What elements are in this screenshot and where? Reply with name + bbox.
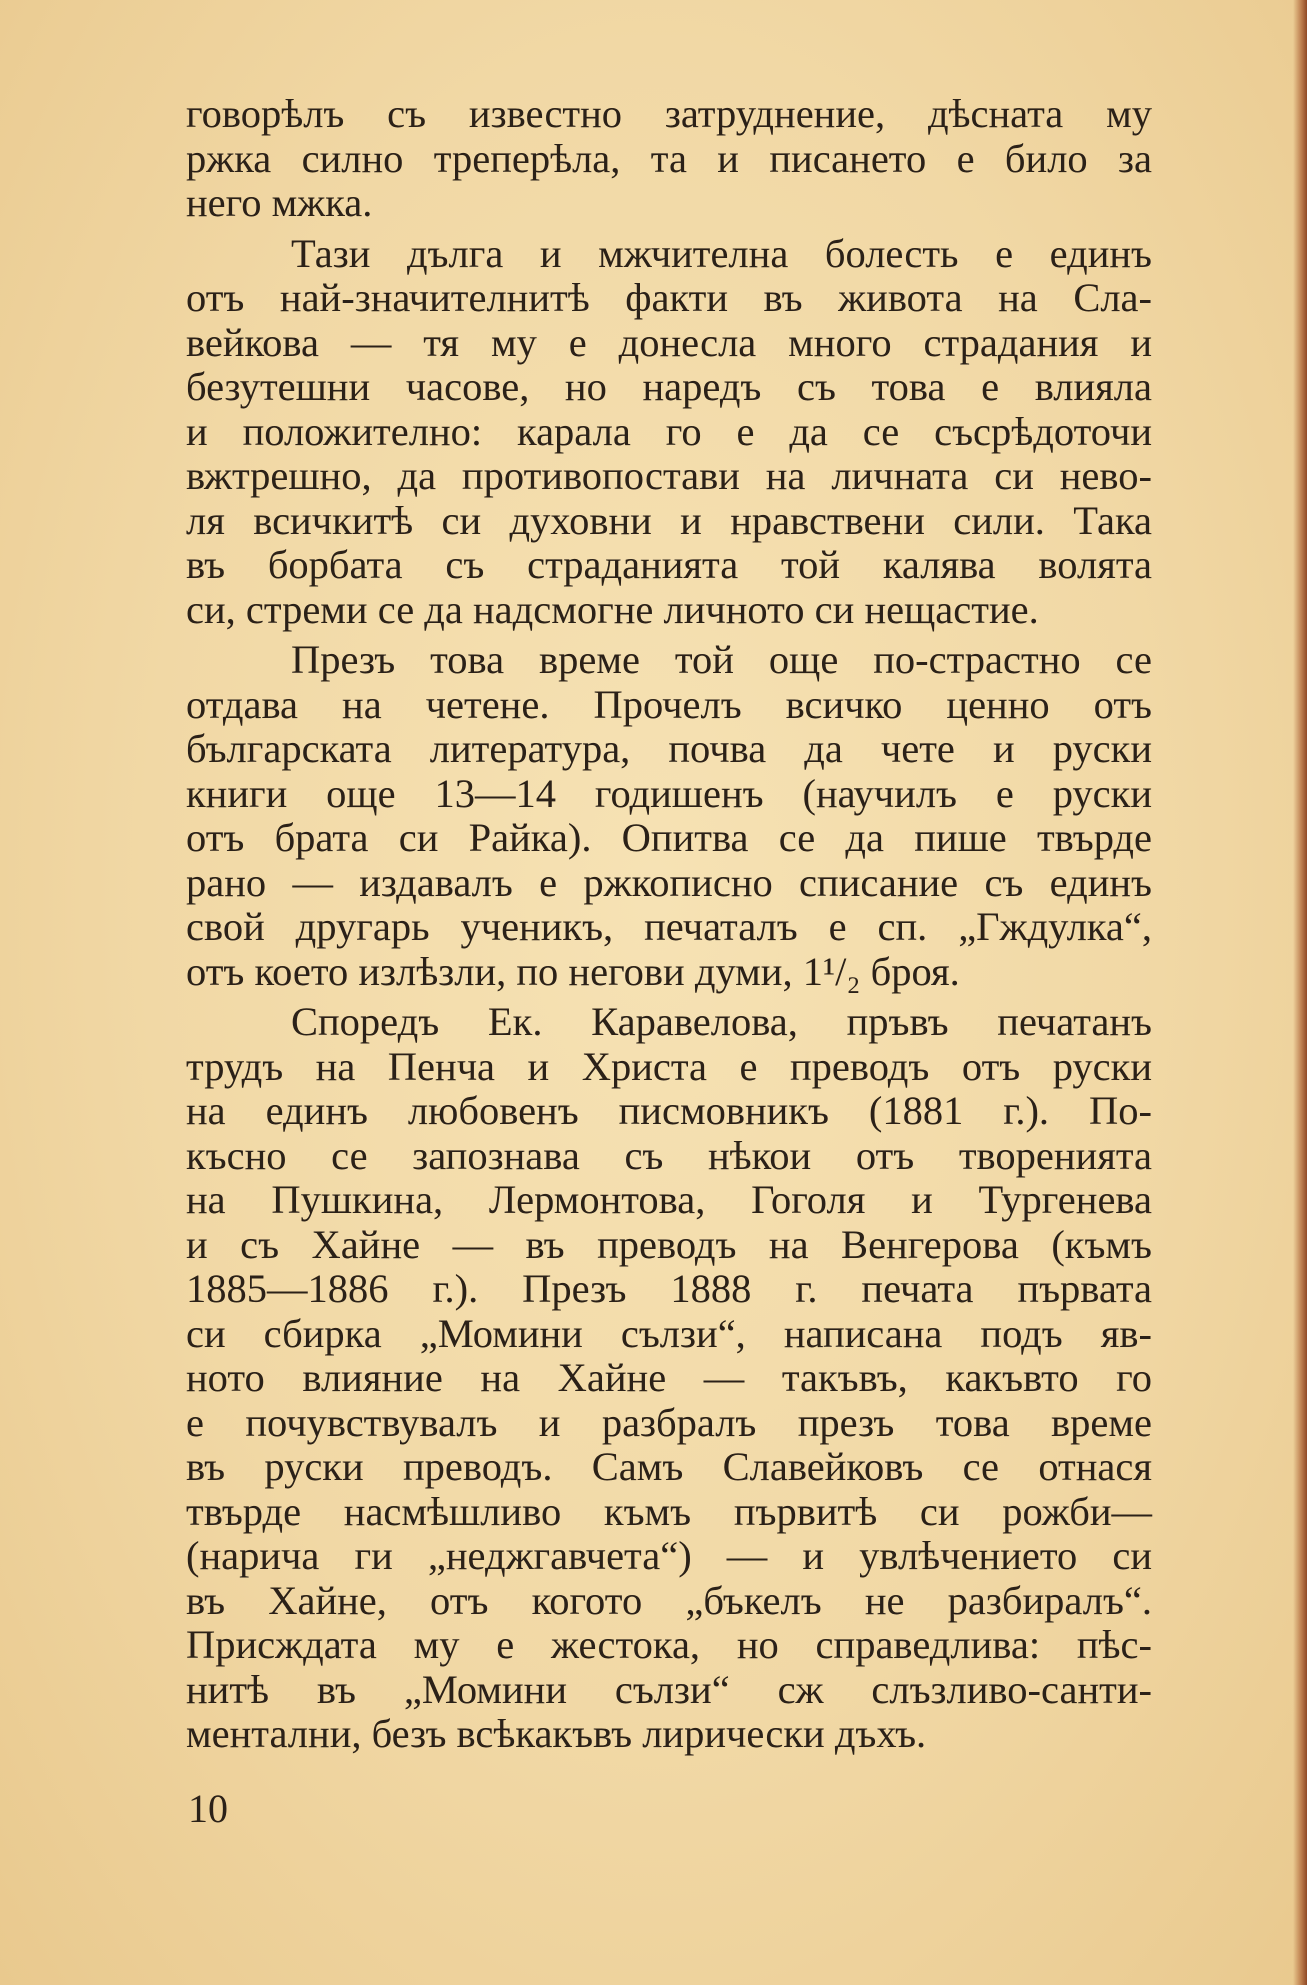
text-line: Споредъ Ек. Каравелова, пръвъ печатанъ	[291, 999, 1152, 1044]
text-line: е почувствувалъ и разбралъ презъ това време	[186, 1399, 1152, 1445]
text-line: книги още 13—14 годишенъ (научилъ е руски	[186, 770, 1152, 816]
paragraph	[186, 92, 1152, 226]
text-line: въ Хайне, отъ когото „бъкелъ не разбиралъ“.	[186, 1577, 1152, 1623]
text-line: на Пушкина, Лермонтова, Гоголя и Тургенева	[186, 1177, 1152, 1222]
text-line: въ руски преводъ. Самъ Славейковъ се отнася	[186, 1444, 1152, 1489]
text-line: (нарича ги „неджгавчета“) — и увлѣчението си	[186, 1533, 1152, 1578]
text-line: рано — издавалъ е ржкописно списание съ единъ	[186, 859, 1152, 905]
text-line: си, стреми се да надсмогне личното си нещастие.	[186, 586, 1039, 632]
text-line: безутешни часове, но наредъ съ това е влияла	[186, 364, 1152, 409]
text-line: вейкова — тя му е донесла много страдания и	[186, 319, 1152, 365]
text-line: свой другарь ученикъ, печаталъ е сп. „Гждулка“,	[186, 904, 1152, 949]
text-line: ржка силно треперѣла, та и писането е било за	[186, 135, 1152, 181]
text-line: въ борбата съ страданията той калява волята	[186, 542, 1152, 587]
text-line: него мжка.	[186, 180, 373, 225]
text-line: си сбирка „Момини сълзи“, написана подъ яв-	[186, 1310, 1152, 1356]
text-line: и съ Хайне — въ преводъ на Венгерова (къмъ	[186, 1221, 1152, 1267]
text-line: ля всичкитѣ си духовни и нравствени сили. Така	[186, 497, 1152, 543]
text-line: Тази дълга и мжчителна болесть е единъ	[291, 230, 1152, 276]
text-line: говорѣлъ съ известно затруднение, дѣсната му	[186, 91, 1152, 136]
text-line: и положително: карала го е да се съсрѣдоточи	[186, 408, 1152, 454]
text-line: твърде насмѣшливо къмъ първитѣ си рожби—	[186, 1488, 1152, 1534]
text-line: отъ брата си Райка). Опитва се да пише твърде	[186, 815, 1152, 860]
text-line: 1885—1886 г.). Презъ 1888 г. печата първата	[186, 1266, 1152, 1311]
text-line: българската литература, почва да чете и руски	[186, 726, 1152, 771]
text-line: отъ най-значителнитѣ факти въ живота на Сла-	[186, 275, 1152, 320]
text-line: Присждата му е жестока, но справедлива: пѣс-	[186, 1622, 1152, 1667]
text-line: отдава на четене. Прочелъ всичко ценно отъ	[186, 681, 1152, 727]
text-line: на единъ любовенъ писмовникъ (1881 г.). По-	[186, 1088, 1152, 1133]
text-line: Презъ това време той още по-страстно се	[291, 637, 1152, 682]
text-line: ното влияние на Хайне — такъвъ, какъвто го	[186, 1355, 1152, 1400]
text-line: трудъ на Пенча и Христа е преводъ отъ руски	[186, 1043, 1152, 1089]
text-line: нитѣ въ „Момини сълзи“ сж слъзливо-санти-	[186, 1666, 1152, 1712]
text-line: вжтрешно, да противопостави на личната си нево-	[186, 453, 1152, 498]
paragraph	[186, 232, 1152, 633]
paragraph	[186, 638, 1152, 994]
page-number: 10	[188, 1786, 228, 1831]
text-line: късно се запознава съ нѣкои отъ творенията	[186, 1132, 1152, 1178]
paragraph	[186, 1000, 1152, 1757]
body-text	[186, 92, 1152, 1763]
text-line: отъ което излѣзли, по негови думи, 1¹/₂ броя.	[186, 948, 960, 994]
text-line: ментални, безъ всѣкакъвъ лирически дъхъ.	[186, 1711, 927, 1756]
